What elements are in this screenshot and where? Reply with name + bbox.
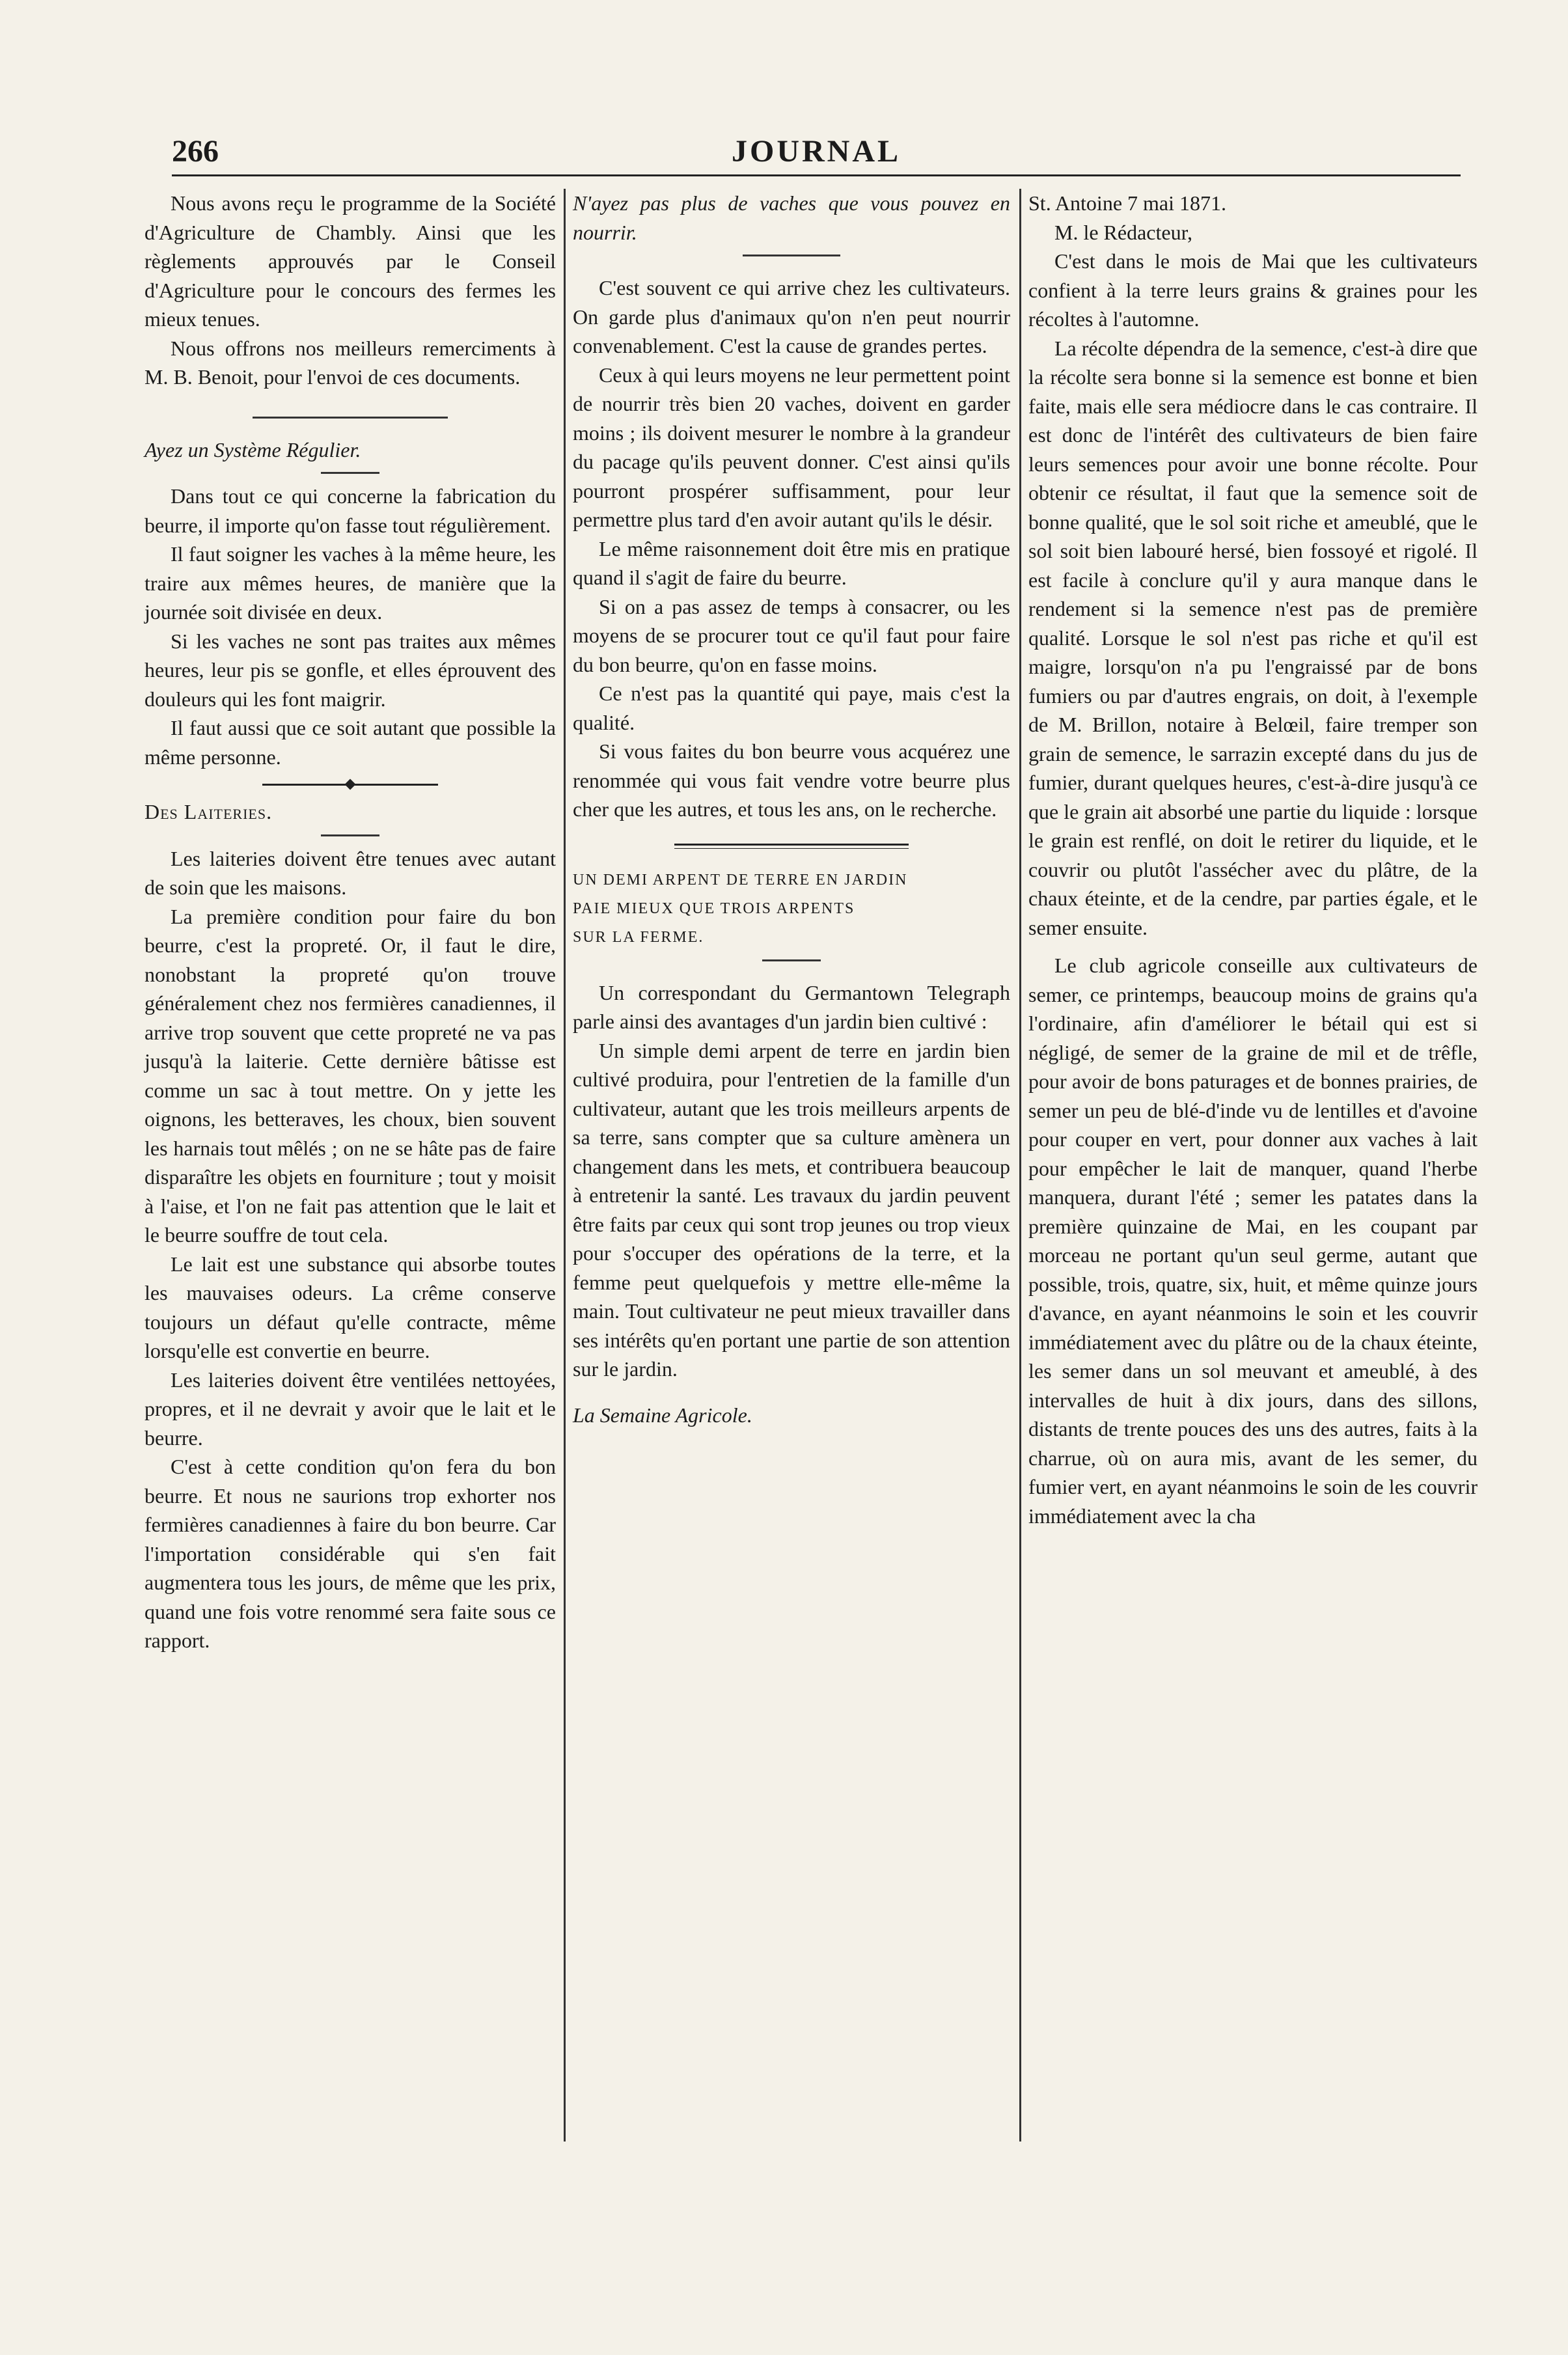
paragraph: Le lait est une substance qui absorbe toutes les mauvaises odeurs. La crême conserve toujours un défaut qu'elle contracte, même lorsqu'elle est convertie en beurre. [144,1252,556,1362]
paragraph: Le club agricole conseille aux cultivateurs de semer, ce printemps, beaucoup moins de grains qu'a l'ordinaire, afin d'améliorer le bétail qui est si négligé, de semer de la graine de mil et de trêfle, pour avoir de bons paturages et de bonnes prairies, de semer un peu de blé-d'inde vu de lentilles et d'avoine pour couper en vert, pour donner aux vaches à lait pour empêcher le lait de manquer, quand l'herbe manquera, durant l'été ; semer les patates dans la première quinzaine de Mai, en les coupant par morceau ne portant qu'un seul germe, autant que possible, trois, quatre, six, huit, et même quinze jours d'avance, en ayant néanmoins le soin et les couvrir immédiatement avec du plâtre ou de la chaux éteinte, les semer dans un sol meuvant et ameublé, à des intervalles de huit à dix jours, dans des sillons, distants de trente pouces des uns des autres, faits à la charrue, où on aura mis, avant de les semer, du fumier vert, en ayant néanmoins le soin de les couvrir immédiatement avec la cha [1028,954,1478,1528]
article-heading-line: PAIE MIEUX QUE TROIS ARPENTS [573,900,855,917]
paragraph: Dans tout ce qui concerne la fabrication du beurre, il importe qu'on fasse tout régulièrement. [144,484,556,537]
paragraph: Ceux à qui leurs moyens ne leur permettent point de nourrir très bien 20 vaches, doivent en garder moins ; ils doivent mesurer le nombre à la grandeur du pacage qu'ils peuvent donner. C'est ainsi qu'ils pourront prospérer suffisamment, pour leur permettre plus tard d'en avoir autant qu'ils le désir. [573,363,1010,531]
page-header [172,133,1461,179]
column-left [144,189,556,1655]
paragraph: La récolte dépendra de la semence, c'est-à dire que la récolte sera bonne si la semence est bonne et bien faite, mais elle sera médiocre dans le cas contraire. Il est donc de l'intérêt des cultivateurs de bien faire leurs semences pour avoir une bonne récolte. Pour obtenir ce résultat, il faut que la semence soit de bonne qualité, que le sol soit riche et ameublé, que le sol soit bien labouré hersé, bien fossoyé et rigolé. Il est facile à conclure qu'il y aura manque dans le rendement si la semence n'est pas de première qualité. Lorsque le sol n'est pas riche et qu'il est maigre, lorsqu'on n'a pu l'engraissé par de bons fumiers ou par d'autres engrais, on doit, à l'exemple de M. Brillon, notaire à Belœil, faire tremper son grain de semence, le sarrazin excepté dans du jus de fumier, durant quelques heures, c'est-à-dire jusqu'à ce que le grain ait absorbé une partie du liquide : lorsque le grain est renflé, on doit le retirer du liquide, et le couvrir ou plutôt l'assécher avec du plâtre, de la chaux éteinte, et de la cendre, par parties égale, et le semer ensuite. [1028,336,1478,939]
paragraph: Nous avons reçu le programme de la Société d'Agriculture de Chambly. Ainsi que les règlements approuvés par le Conseil d'Agriculture pour le concours des fermes les mieux tenues. [144,191,556,331]
paragraph: Ce n'est pas la quantité qui paye, mais c'est la qualité. [573,682,1010,734]
paragraph: Nous offrons nos meilleurs remerciments à M. B. Benoit, pour l'envoi de ces documents. [144,336,556,389]
article-title: N'ayez pas plus de vaches que vous pouvez en nourrir. [573,191,1010,244]
paragraph: C'est dans le mois de Mai que les cultivateurs confient à la terre leurs grains & graines pour les récoltes à l'automne. [1028,249,1478,331]
paragraph: Les laiteries doivent être ventilées nettoyées, propres, et il ne devrait y avoir que le lait et le beurre. [144,1368,556,1450]
paragraph: Les laiteries doivent être tenues avec autant de soin que les maisons. [144,846,556,899]
paragraph: Un simple demi arpent de terre en jardin bien cultivé produira, pour l'entretien de la famille d'un cultivateur, autant que les trois meilleurs arpents de sa terre, sans compter que sa culture amènera un changement dans les mets, et contribuera beaucoup à entretenir la santé. Les travaux du jardin peuvent être faits par ceux qui sont trop jeunes ou trop vieux pour s'occuper des opérations de la terre, et la femme peut quelquefois y mettre elle-même la main. Tout cultivateur ne peut mieux travailler dans ses intérêts qu'en portant une partie de son attention sur le jardin. [573,1038,1010,1381]
salutation: M. le Rédacteur, [1054,220,1192,244]
paragraph: Un correspondant du Germantown Telegraph parle ainsi des avantages d'un jardin bien cultivé : [573,980,1010,1033]
ornament-rule [262,780,438,788]
double-rule [674,844,909,849]
paragraph: C'est souvent ce qui arrive chez les cultivateurs. On garde plus d'animaux qu'on n'en peut nourrir convenablement. C'est la cause de grandes pertes. [573,276,1010,357]
separator-rule [321,472,379,474]
article-signature: La Semaine Agricole. [573,1403,752,1427]
paragraph: C'est à cette condition qu'on fera du bon beurre. Et nous ne saurions trop exhorter nos fermières canadiennes à faire du bon beurre. Car l'importation considérable qui s'en fait augmentera tous les jours, de même que les prix, quand une fois votre renommé sera faite sous ce rapport. [144,1455,556,1652]
paragraph: Il faut aussi que ce soit autant que possible la même personne. [144,716,556,769]
column-right [1028,189,1478,1530]
paragraph: Il faut soigner les vaches à la même heure, les traire aux mêmes heures, de manière que la journée soit divisée en deux. [144,542,556,624]
column-middle [573,189,1010,1429]
separator-rule [253,417,448,419]
paragraph: Si les vaches ne sont pas traites aux mêmes heures, leur pis se gonfle, et elles éprouvent des douleurs qui les font maigrir. [144,629,556,711]
article-heading-line: SUR LA FERME. [573,928,704,946]
journal-title: JOURNAL [731,134,901,169]
paragraph: Si on a pas assez de temps à consacrer, ou les moyens de se procurer tout ce qu'il faut pour faire du bon beurre, qu'on en fasse moins. [573,594,1010,676]
page-number: 266 [172,134,219,169]
section-title: Ayez un Système Régulier. [144,437,361,461]
article-heading-line: UN DEMI ARPENT DE TERRE EN JARDIN [573,871,908,888]
paragraph: La première condition pour faire du bon beurre, c'est la propreté. Or, il faut le dire, nonobstant la propreté qu'on trouve généralement chez nos fermières canadiennes, il arrive trop souvent que cette propreté ne va pas jusqu'à la laiterie. Cette dernière bâtisse est comme un sac à tout mettre. On y jette les oignons, les betteraves, les choux, bien souvent les harnais tout mêlés ; on ne se hâte pas de faire disparaître les objets en fourniture ; tout y moisit à l'aise, et l'on ne fait pas attention que le lait et le beurre souffre de tout cela. [144,904,556,1246]
section-title: Des Laiteries. [144,800,273,823]
separator-rule [743,255,840,256]
paragraph: Le même raisonnement doit être mis en pratique quand il s'agit de faire du beurre. [573,536,1010,589]
dateline: St. Antoine 7 mai 1871. [1028,191,1226,215]
separator-rule [762,959,821,961]
paragraph: Si vous faites du bon beurre vous acquérez une renommée qui vous fait vendre votre beurre plus cher que les autres, et tous les ans, on le recherche. [573,739,1010,821]
header-rule [172,174,1461,176]
column-divider [1019,189,1021,2142]
column-divider [564,189,566,2142]
separator-rule [321,834,379,836]
